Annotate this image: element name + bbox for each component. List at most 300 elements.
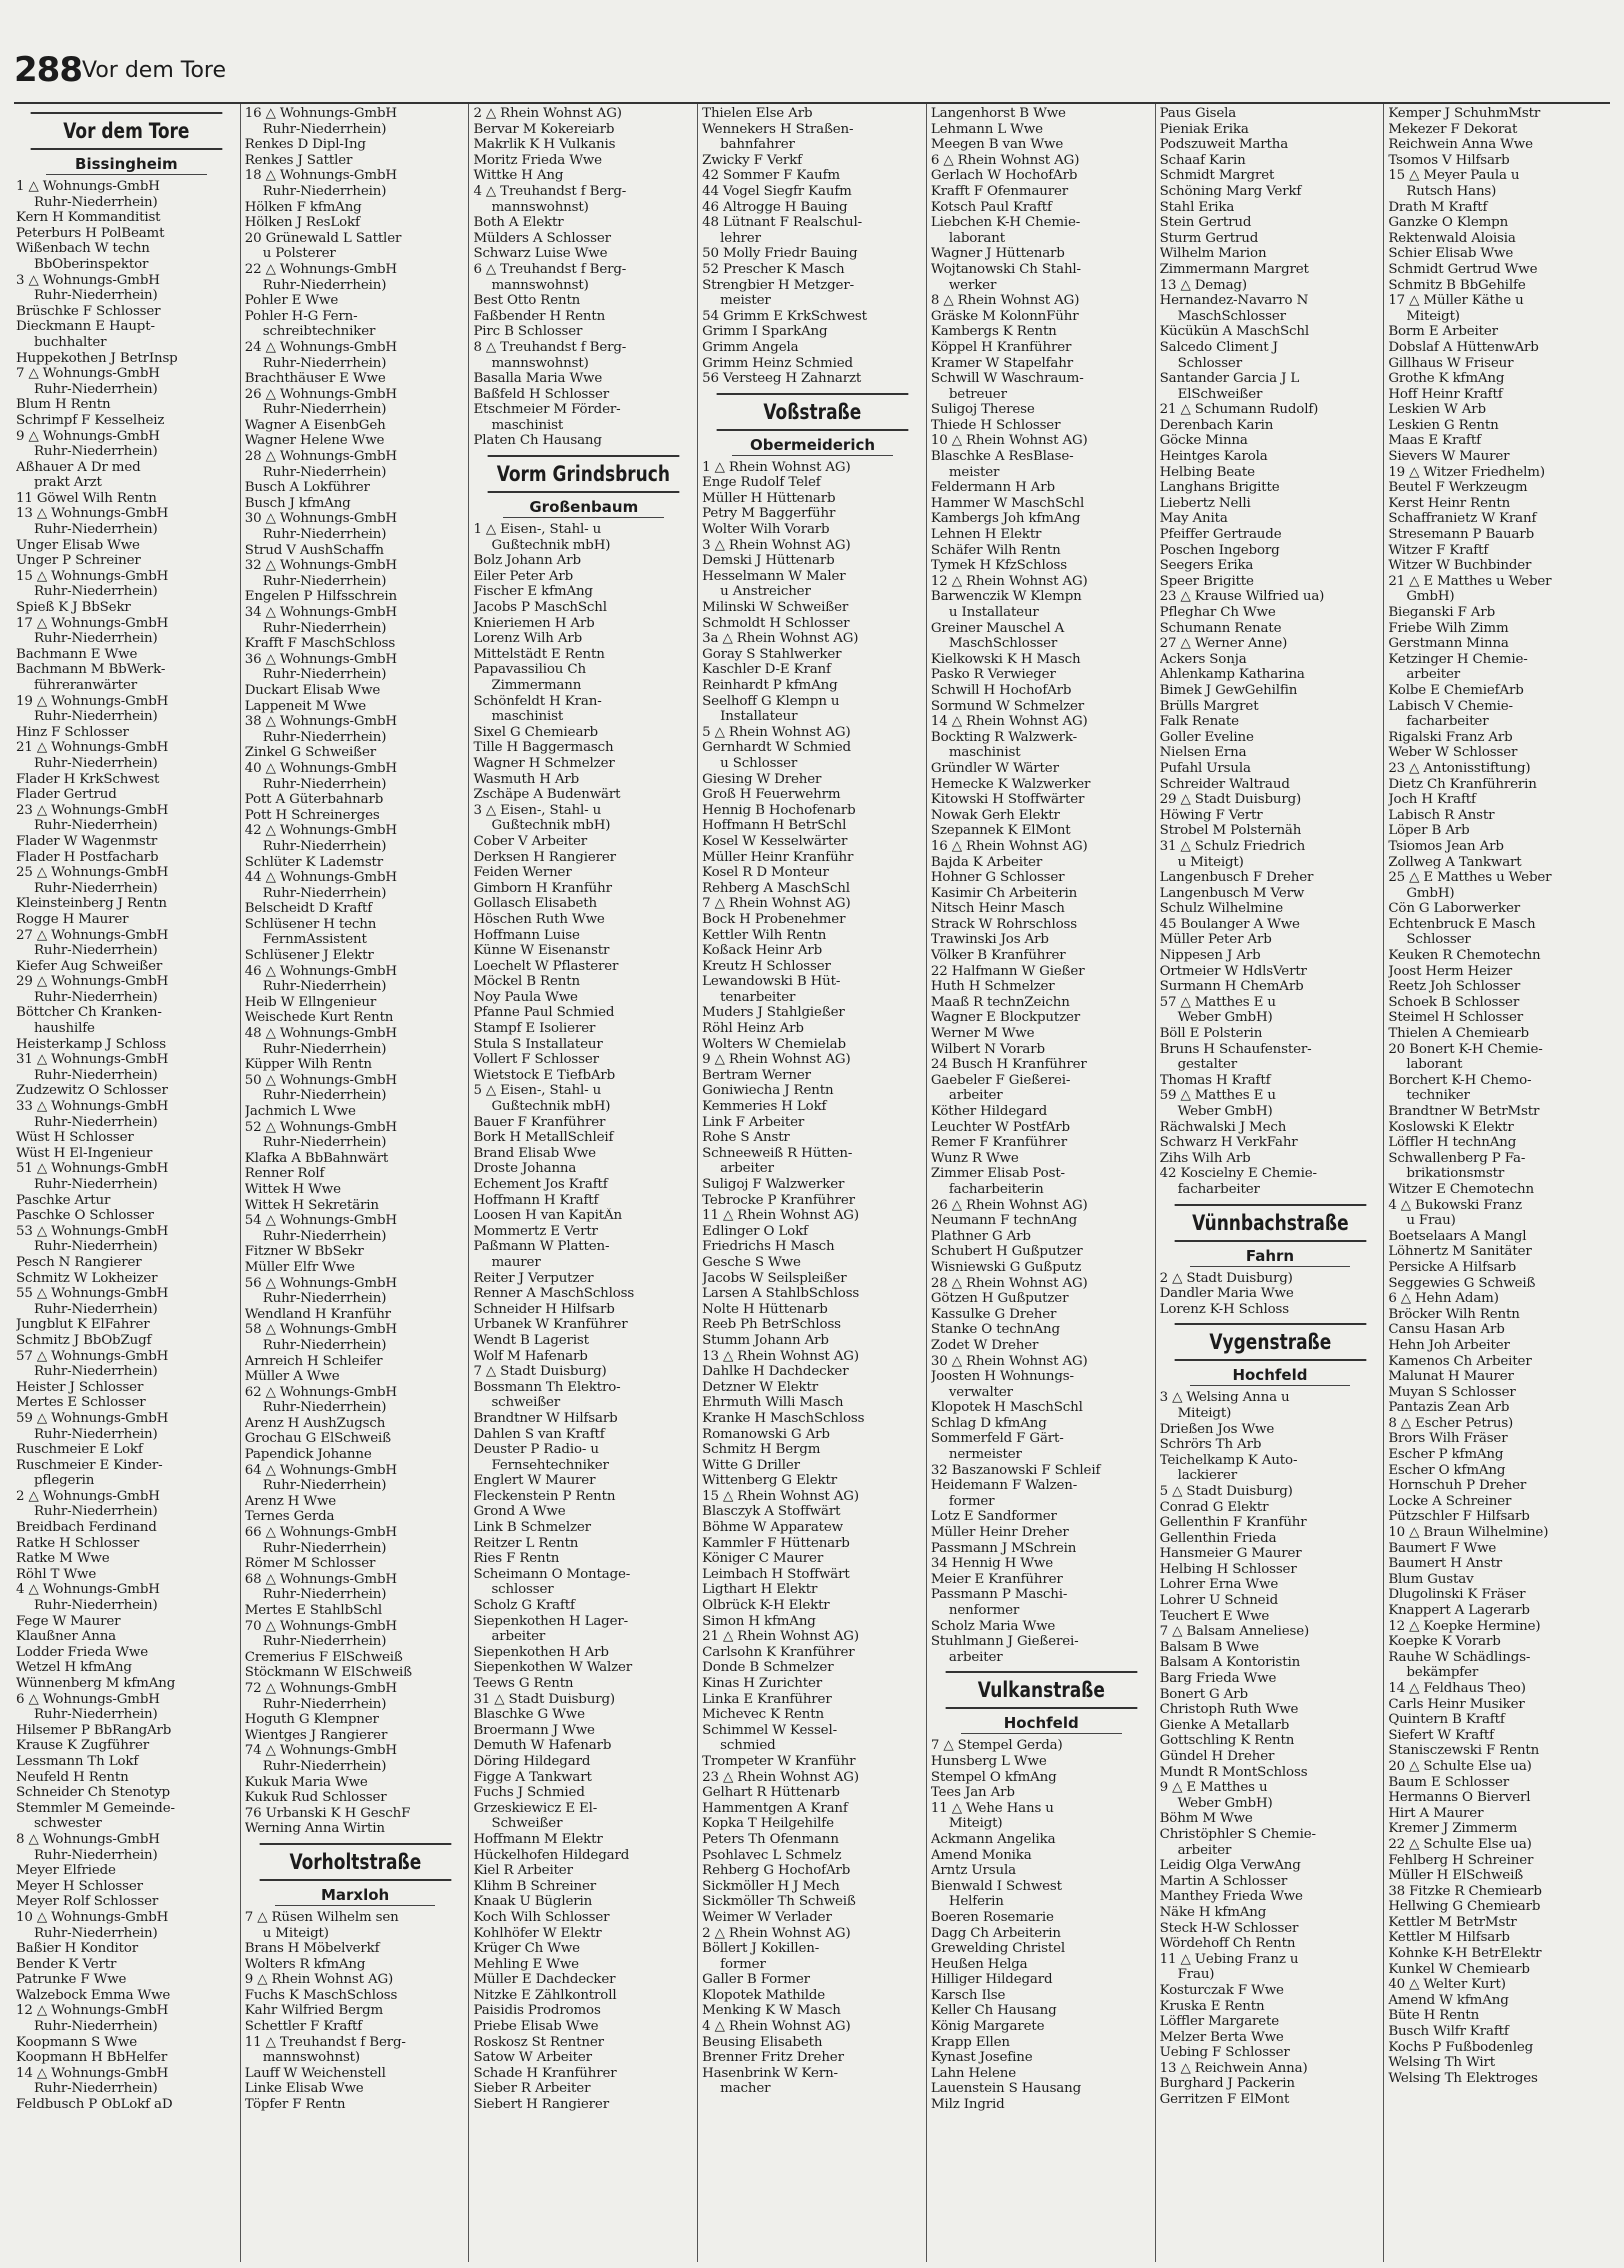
directory-entry: Schmidt Gertrud Wwe <box>1388 261 1538 277</box>
directory-entry: Schimmel W Kessel- <box>702 1722 837 1738</box>
directory-entry: Beusing Elisabeth <box>702 2034 823 2050</box>
directory-entry: Kohnke K-H BetrElektr <box>1388 1946 1542 1962</box>
directory-entry: Goray S Stahlwerker <box>702 646 842 662</box>
directory-entry: Lauenstein S Hausang <box>930 2081 1082 2097</box>
entry-continuation: mannswohnst) <box>491 355 589 371</box>
directory-entry: 32 Baszanowski F Schleif <box>930 1462 1101 1478</box>
directory-entry: Wojtanowski Ch Stahl- <box>930 261 1081 277</box>
directory-entry: Feldermann H Arb <box>930 480 1055 496</box>
entry-continuation: Ruhr-Niederrhein) <box>262 979 387 995</box>
directory-column <box>1383 104 1612 2262</box>
directory-entry: 9 △ E Matthes u <box>1159 1780 1268 1796</box>
directory-entry: Wisniewski G Gußputz <box>930 1259 1082 1275</box>
directory-entry: 25 △ E Matthes u Weber <box>1388 870 1552 886</box>
directory-entry: Kosel R D Monteur <box>702 865 829 881</box>
directory-entry: Romanowski G Arb <box>702 1426 830 1442</box>
directory-entry: Weimer W Verlader <box>702 1909 832 1925</box>
entry-continuation: Frau) <box>1177 1967 1215 1983</box>
directory-entry: Nowak Gerh Elektr <box>930 807 1060 823</box>
directory-entry: Teichelkamp K Auto- <box>1159 1452 1298 1468</box>
directory-entry: Koopmann S Wwe <box>16 2034 138 2050</box>
directory-entry: 48 △ Wohnungs-GmbH <box>244 1026 397 1042</box>
directory-entry: Lodder Frieda Wwe <box>16 1644 148 1660</box>
entry-continuation: Ruhr-Niederrhein) <box>34 1925 158 1941</box>
directory-entry: 21 △ Schumann Rudolf) <box>1159 402 1319 418</box>
directory-entry: Baßier H Konditor <box>16 1941 139 1957</box>
entry-continuation: arbeiter <box>491 1629 546 1645</box>
directory-entry: Krafft F MaschSchloss <box>244 636 396 652</box>
entry-continuation: bekämpfer <box>1406 1665 1479 1681</box>
entry-continuation: Ruhr-Niederrhein) <box>34 1067 158 1083</box>
directory-entry: 53 △ Wohnungs-GmbH <box>16 1223 169 1239</box>
directory-entry: Gündel H Dreher <box>1159 1749 1275 1764</box>
directory-entry: 46 Altrogge H Bauing <box>702 199 848 215</box>
directory-entry: Echement Jos Kraftf <box>473 1177 608 1192</box>
entry-continuation: Ruhr-Niederrhein) <box>34 194 158 210</box>
directory-entry: Bonert G Arb <box>1159 1686 1248 1702</box>
directory-entry: Bender K Vertr <box>16 1956 117 1972</box>
directory-entry: 42 Koscielny E Chemie- <box>1159 1166 1317 1182</box>
directory-entry: Eiler Peter Arb <box>473 568 574 584</box>
directory-entry: Ruschmeier E Lokf <box>16 1442 143 1458</box>
directory-entry: 62 △ Wohnungs-GmbH <box>244 1384 397 1400</box>
directory-entry: Brandtner W BetrMstr <box>1388 1104 1540 1119</box>
directory-entry: Gerstmann Minna <box>1388 636 1509 652</box>
directory-entry: Stampf E Isolierer <box>473 1021 596 1037</box>
directory-entry: 74 △ Wohnungs-GmbH <box>244 1743 397 1759</box>
directory-entry: 20 Bonert K-H Chemie- <box>1388 1041 1543 1057</box>
directory-entry: Siebert H Rangierer <box>473 2097 609 2113</box>
entry-continuation: Ruhr-Niederrhein) <box>34 584 158 600</box>
directory-entry: Wetzel H kfmAng <box>16 1660 132 1676</box>
entry-continuation: Ruhr-Niederrhein) <box>262 1337 387 1353</box>
directory-entry: Ruschmeier E Kinder- <box>16 1457 163 1473</box>
directory-entry: Deuster P Radio- u <box>473 1442 599 1458</box>
directory-entry: Rehberg A MaschSchl <box>702 880 850 896</box>
directory-entry: Rektenwald Aloisia <box>1388 230 1516 246</box>
directory-entry: Reitzer L Rentn <box>473 1535 579 1551</box>
entry-continuation: Ruhr-Niederrhein) <box>262 838 387 854</box>
directory-entry: Maaß R technZeichn <box>930 994 1070 1010</box>
directory-entry: Grothe K kfmAng <box>1388 371 1505 387</box>
directory-entry: Carls Heinr Musiker <box>1388 1696 1525 1712</box>
directory-entry: 31 △ Wohnungs-GmbH <box>16 1052 169 1068</box>
entry-continuation: maschinist <box>491 417 564 433</box>
directory-entry: 30 △ Rhein Wohnst AG) <box>930 1353 1088 1369</box>
directory-entry: Heidemann F Walzen- <box>930 1478 1078 1494</box>
directory-entry: Langenbusch F Dreher <box>1159 870 1314 886</box>
directory-entry: Barg Frieda Wwe <box>1159 1671 1277 1687</box>
directory-entry: Krafft F Ofenmaurer <box>930 183 1069 199</box>
entry-continuation: mannswohnst) <box>491 199 589 215</box>
directory-entry: Schneider Ch Stenotyp <box>16 1785 170 1801</box>
directory-entry: 44 Vogel Siegfr Kaufm <box>702 183 852 199</box>
directory-entry: Malunat H Maurer <box>1388 1369 1514 1385</box>
directory-entry: Rehberg G HochofArb <box>702 1863 851 1879</box>
district-subheading: Marxloh <box>275 1885 436 1906</box>
directory-entry: 16 △ Rhein Wohnst AG) <box>930 838 1088 854</box>
directory-entry: Kücükün A MaschSchl <box>1159 324 1310 340</box>
directory-entry: Hellwing G Chemiearb <box>1388 1899 1541 1915</box>
directory-entry: Koßack Heinr Arb <box>702 943 823 959</box>
directory-entry: Hückelhofen Hildegard <box>473 1847 630 1863</box>
directory-entry: 32 △ Wohnungs-GmbH <box>244 558 397 574</box>
entry-continuation: schweißer <box>491 1395 561 1411</box>
directory-entry: Gründler W Wärter <box>930 760 1059 776</box>
directory-entry: 7 △ Wohnungs-GmbH <box>16 366 160 382</box>
directory-entry: Petry M Baggerführ <box>702 506 836 522</box>
directory-entry: Goniwiecha J Rentn <box>702 1083 834 1099</box>
directory-entry: Lessmann Th Lokf <box>16 1753 139 1769</box>
entry-continuation: MaschSchlosser <box>948 636 1058 652</box>
directory-entry: Schmitz B BbGehilfe <box>1388 277 1526 293</box>
entry-continuation: Ruhr-Niederrhein) <box>34 1364 158 1380</box>
directory-entry: Blaschke G Wwe <box>473 1707 585 1723</box>
entry-continuation: Ruhr-Niederrhein) <box>34 2081 158 2097</box>
directory-entry: Liebertz Nelli <box>1159 495 1251 511</box>
directory-entry: Kahr Wilfried Bergm <box>244 2003 384 2019</box>
directory-entry: Pufahl Ursula <box>1159 760 1251 776</box>
directory-entry: Helbing H Schlosser <box>1159 1561 1297 1577</box>
entry-continuation: u Miteigt) <box>262 1925 329 1941</box>
directory-entry: Kremer J Zimmerm <box>1388 1821 1518 1837</box>
directory-entry: Friebe Wilh Zimm <box>1388 620 1509 636</box>
directory-entry: Huppekothen J BetrInsp <box>16 350 178 366</box>
directory-entry: Walzebock Emma Wwe <box>16 1987 171 2003</box>
directory-entry: Scheimann O Montage- <box>473 1566 631 1582</box>
directory-entry: Römer M Schlosser <box>244 1556 376 1572</box>
directory-entry: Rächwalski J Mech <box>1159 1119 1287 1135</box>
directory-entry: Tsomos V Hilfsarb <box>1388 152 1510 168</box>
directory-entry: Pieniak Erika <box>1159 121 1249 137</box>
directory-entry: Cober V Arbeiter <box>473 833 587 849</box>
directory-entry: Cremerius F ElSchweiß <box>244 1649 403 1665</box>
directory-entry: Tebrocke P Kranführer <box>702 1192 855 1208</box>
directory-entry: Mehling E Wwe <box>473 1956 579 1972</box>
directory-entry: Wendt B Lagerist <box>473 1332 589 1348</box>
directory-entry: Lahn Helene <box>930 2065 1016 2081</box>
directory-entry: Krüger Ch Wwe <box>473 1941 580 1957</box>
directory-entry: Schneeweiß R Hütten- <box>702 1145 853 1161</box>
directory-entry: Kosel W Kesselwärter <box>702 833 848 849</box>
entry-continuation: former <box>948 1493 995 1509</box>
directory-entry: Kielkowski K H Masch <box>930 651 1081 667</box>
directory-entry: 34 Hennig H Wwe <box>930 1556 1053 1572</box>
directory-entry: 9 △ Rhein Wohnst AG) <box>702 1052 851 1068</box>
entry-continuation: brikationsmstr <box>1406 1166 1505 1182</box>
directory-entry: Schwill W Waschraum- <box>930 371 1084 387</box>
directory-entry: Hoguth G Klempner <box>244 1712 379 1728</box>
entry-continuation: schreibtechniker <box>262 324 376 340</box>
directory-entry: Kemmeries H Lokf <box>702 1099 827 1115</box>
directory-entry: Bock H Probenehmer <box>702 911 846 927</box>
directory-entry: Schwarz Luise Wwe <box>473 246 608 262</box>
directory-entry: Balsam A Kontoristin <box>1159 1655 1301 1671</box>
directory-entry: Loechelt W Pflasterer <box>473 958 619 974</box>
directory-entry: Müller Elfr Wwe <box>244 1259 355 1275</box>
directory-entry: Flader W Wagenmstr <box>16 833 158 849</box>
entry-continuation: Ruhr-Niederrhein) <box>34 522 158 538</box>
directory-entry: 28 △ Rhein Wohnst AG) <box>930 1275 1088 1291</box>
directory-entry: 57 △ Wohnungs-GmbH <box>16 1348 169 1364</box>
directory-entry: Hehn Joh Arbeiter <box>1388 1337 1510 1353</box>
directory-entry: Lohrer Erna Wwe <box>1159 1577 1279 1593</box>
entry-continuation: Ruhr-Niederrhein) <box>262 1088 387 1104</box>
directory-entry: Krause K Zugführer <box>16 1738 150 1754</box>
entry-continuation: Ruhr-Niederrhein) <box>34 943 158 959</box>
directory-entry: Boetselaars A Mangl <box>1388 1228 1527 1244</box>
directory-entry: 11 △ Rhein Wohnst AG) <box>702 1208 859 1224</box>
entry-continuation: Ruhr-Niederrhein) <box>262 885 387 901</box>
directory-entry: Künne W Eisenanstr <box>473 943 610 959</box>
directory-entry: Hoff Heinr Kraftf <box>1388 386 1503 402</box>
entry-continuation: maschinist <box>948 745 1021 761</box>
directory-entry: 13 △ Wohnungs-GmbH <box>16 506 169 522</box>
directory-entry: Lorenz K-H Schloss <box>1159 1301 1289 1317</box>
entry-continuation: Ruhr-Niederrhein) <box>262 729 387 745</box>
directory-entry: Zodet W Dreher <box>930 1337 1039 1353</box>
directory-entry: Baßfeld H Schlosser <box>473 386 609 402</box>
directory-entry: 48 Lütnant F Realschul- <box>702 215 863 231</box>
directory-entry: Satow W Arbeiter <box>473 2050 592 2066</box>
directory-entry: Brachthäuser E Wwe <box>244 371 386 387</box>
directory-entry: 23 △ Rhein Wohnst AG) <box>702 1769 859 1785</box>
directory-entry: Stresemann P Bauarb <box>1388 527 1534 543</box>
directory-entry: 38 Fitzke R Chemiearb <box>1388 1883 1542 1899</box>
directory-entry: Scholz G Kraftf <box>473 1598 575 1614</box>
directory-entry: Kiefer Aug Schweißer <box>16 958 163 974</box>
directory-entry: Heib W Ellngenieur <box>244 994 377 1010</box>
directory-entry: Grimm I SparkAng <box>702 324 828 340</box>
directory-entry: 29 △ Stadt Duisburg) <box>1159 792 1302 808</box>
entry-continuation: Ruhr-Niederrhein) <box>34 381 158 397</box>
directory-entry: Schlüsener H techn <box>244 916 377 932</box>
directory-entry: 8 △ Rhein Wohnst AG) <box>930 293 1080 309</box>
directory-entry: Bertram Werner <box>702 1067 811 1083</box>
directory-entry: Wendland H Kranführ <box>244 1306 391 1322</box>
directory-column <box>926 104 1155 2262</box>
directory-entry: Falk Renate <box>1159 714 1239 730</box>
directory-entry: Kambergs Joh kfmAng <box>930 511 1081 527</box>
directory-entry: Ligthart H Elektr <box>702 1582 818 1598</box>
entry-continuation: u Polsterer <box>262 246 336 262</box>
directory-entry: Manthey Frieda Wwe <box>1159 1889 1303 1905</box>
entry-continuation: Ruhr-Niederrhein) <box>262 355 387 371</box>
directory-entry: Lewandowski B Hüt- <box>702 974 841 990</box>
directory-entry: Papavassiliou Ch <box>473 662 586 678</box>
entry-continuation: Ruhr-Niederrhein) <box>34 709 158 725</box>
directory-entry: Stanisczewski F Rentn <box>1388 1743 1540 1759</box>
directory-entry: Wasmuth H Arb <box>473 771 580 787</box>
directory-entry: 50 △ Wohnungs-GmbH <box>244 1072 397 1088</box>
directory-entry: Götzen H Gußputzer <box>930 1291 1069 1307</box>
directory-entry: Schöning Marg Verkf <box>1159 183 1302 199</box>
directory-entry: Fleckenstein P Rentn <box>473 1488 616 1504</box>
directory-entry: 22 △ Schulte Else ua) <box>1388 1836 1532 1852</box>
directory-entry: Ackmann Angelika <box>930 1831 1056 1847</box>
directory-entry: Wolter Wilh Vorarb <box>702 522 830 538</box>
directory-column <box>1155 104 1384 2262</box>
directory-entry: Seggewies G Schweiß <box>1388 1275 1536 1291</box>
directory-entry: Völker B Kranführer <box>930 948 1066 964</box>
entry-continuation: Gußtechnik mbH) <box>491 818 611 834</box>
entry-continuation: Zimmermann <box>491 678 582 693</box>
directory-entry: Roskosz St Rentner <box>473 2034 604 2050</box>
directory-entry: Friedrichs H Masch <box>702 1239 835 1255</box>
directory-entry: Kruska E Rentn <box>1159 1998 1265 2014</box>
directory-entry: Cön G Laborwerker <box>1388 901 1521 917</box>
directory-entry: Gesche S Wwe <box>702 1254 801 1270</box>
directory-entry: Priebe Elisab Wwe <box>473 2019 599 2035</box>
directory-entry: Milinski W Schweißer <box>702 600 849 616</box>
entry-continuation: Ruhr-Niederrhein) <box>262 1540 387 1556</box>
directory-column <box>12 104 240 2262</box>
directory-entry: Pesch N Rangierer <box>16 1254 142 1270</box>
directory-entry: Liebchen K-H Chemie- <box>930 215 1081 231</box>
directory-entry: Müller A Wwe <box>244 1369 340 1385</box>
directory-entry: Köther Hildegard <box>930 1104 1048 1119</box>
directory-entry: 13 △ Reichwein Anna) <box>1159 2060 1308 2076</box>
directory-entry: 4 △ Treuhandst f Berg- <box>473 183 627 199</box>
directory-entry: Möckel B Rentn <box>473 974 580 990</box>
directory-entry: Gernhardt W Schmied <box>702 740 851 756</box>
directory-entry: Bervar M Kokereiarb <box>473 121 615 137</box>
directory-entry: Tymek H KfzSchloss <box>930 558 1067 574</box>
directory-entry: Renkes D Dipl-Ing <box>244 137 366 153</box>
entry-continuation: meister <box>948 464 1000 480</box>
directory-entry: 3 △ Welsing Anna u <box>1159 1390 1290 1406</box>
directory-entry: Christöphler S Chemie- <box>1159 1826 1316 1842</box>
directory-entry: Schmoldt H Schlosser <box>702 615 850 631</box>
directory-entry: Seegers Erika <box>1159 558 1254 574</box>
directory-entry: Arenz H Wwe <box>244 1493 337 1509</box>
directory-entry: Strud V AushSchaffn <box>244 542 384 558</box>
directory-column <box>468 104 697 2262</box>
entry-continuation: GmbH) <box>1406 885 1455 901</box>
directory-entry: Schaaf Karin <box>1159 152 1246 168</box>
directory-entry: Escher O kfmAng <box>1388 1462 1506 1478</box>
directory-entry: Wilhelm Marion <box>1159 246 1267 262</box>
directory-entry: Pfanne Paul Schmied <box>473 1005 615 1021</box>
directory-entry: Kamenos Ch Arbeiter <box>1388 1353 1532 1369</box>
directory-entry: 9 △ Wohnungs-GmbH <box>16 428 160 444</box>
directory-entry: Passmann J MSchrein <box>930 1540 1077 1556</box>
entry-continuation: techniker <box>1406 1088 1470 1104</box>
directory-entry: Paisidis Prodromos <box>473 2003 601 2019</box>
directory-entry: Dieckmann E Haupt- <box>16 319 155 335</box>
directory-entry: Kosturczak F Wwe <box>1159 1982 1284 1998</box>
entry-continuation: Ruhr-Niederrhein) <box>34 1707 158 1723</box>
directory-entry: Teuchert E Wwe <box>1159 1608 1270 1624</box>
directory-entry: Fischer E kfmAng <box>473 584 593 600</box>
directory-entry: Flader H Postfacharb <box>16 849 159 865</box>
directory-entry: Stuhlmann J Gießerei- <box>930 1634 1079 1650</box>
directory-entry: Welsing Th Wirt <box>1388 2055 1495 2071</box>
directory-entry: Muders J Stahlgießer <box>702 1005 845 1021</box>
directory-entry: Schönfeldt H Kran- <box>473 693 602 709</box>
directory-entry: Fuchs K MaschSchloss <box>244 1987 398 2003</box>
directory-entry: 68 △ Wohnungs-GmbH <box>244 1571 397 1587</box>
entry-continuation: Ruhr-Niederrhein) <box>262 1400 387 1416</box>
directory-entry: Thiede H Schlosser <box>930 417 1061 433</box>
directory-entry: Wietstock E TiefbArb <box>473 1067 616 1083</box>
directory-entry: Hemecke K Walzwerker <box>930 776 1091 792</box>
entry-continuation: Ruhr-Niederrhein) <box>262 620 387 636</box>
directory-entry: Bachmann E Wwe <box>16 646 138 662</box>
directory-entry: 44 △ Wohnungs-GmbH <box>244 870 397 886</box>
directory-entry: Joosten H Wohnungs- <box>930 1369 1074 1385</box>
directory-entry: 54 △ Wohnungs-GmbH <box>244 1213 397 1229</box>
directory-entry: Langenhorst B Wwe <box>930 106 1066 121</box>
entry-continuation: Miteigt) <box>1406 308 1460 324</box>
entry-continuation: Miteigt) <box>948 1816 1003 1832</box>
directory-entry: Pohler H-G Fern- <box>244 308 358 324</box>
directory-entry: Meyer H Schlosser <box>16 1878 143 1894</box>
entry-continuation: arbeiter <box>948 1649 1003 1665</box>
directory-entry: Bockting R Walzwerk- <box>930 729 1077 745</box>
entry-continuation: Ruhr-Niederrhein) <box>34 755 158 771</box>
directory-entry: Hinz F Schlosser <box>16 724 129 740</box>
directory-entry: Paßmann W Platten- <box>473 1239 610 1255</box>
district-subheading: Großenbaum <box>503 497 664 518</box>
directory-entry: Schoek B Schlosser <box>1388 994 1520 1010</box>
entry-continuation: u Anstreicher <box>720 584 811 600</box>
directory-entry: Böhme W Apparatew <box>702 1520 843 1536</box>
directory-entry: 23 △ Krause Wilfried ua) <box>1159 589 1325 605</box>
directory-entry: Busch A Lokführer <box>244 480 370 496</box>
district-subheading: Fahrn <box>1190 1246 1351 1267</box>
directory-entry: 34 △ Wohnungs-GmbH <box>244 605 397 620</box>
entry-continuation: u Schlosser <box>720 755 798 771</box>
entry-continuation: Ruhr-Niederrhein) <box>262 1758 387 1774</box>
directory-entry: Bajda K Arbeiter <box>930 854 1043 870</box>
directory-entry: 12 △ Wohnungs-GmbH <box>16 2003 169 2019</box>
directory-entry: Ackers Sonja <box>1159 651 1247 667</box>
directory-entry: Ratke H Schlosser <box>16 1535 140 1551</box>
directory-entry: 12 △ Koepke Hermine) <box>1388 1618 1541 1634</box>
directory-entry: Tees Jan Arb <box>930 1785 1015 1801</box>
directory-entry: Joost Herm Heizer <box>1388 963 1512 979</box>
directory-entry: Rauhe W Schädlings- <box>1388 1649 1531 1665</box>
directory-entry: Hammentgen A Kranf <box>702 1800 848 1816</box>
directory-entry: Paschke Artur <box>16 1192 111 1208</box>
directory-entry: Ternes Gerda <box>244 1509 335 1525</box>
directory-entry: Koch Wilh Schlosser <box>473 1909 610 1925</box>
directory-entry: Maas E Kraftf <box>1388 433 1481 449</box>
page-number: 288 <box>14 50 82 90</box>
entry-continuation: laborant <box>948 230 1005 246</box>
directory-entry: Brand Elisab Wwe <box>473 1145 596 1161</box>
directory-entry: Klafka A BbBahnwärt <box>244 1150 389 1166</box>
directory-entry: Baum E Schlosser <box>1388 1774 1510 1790</box>
directory-entry: 46 △ Wohnungs-GmbH <box>244 963 397 979</box>
entry-continuation: Schlosser <box>1177 355 1242 371</box>
directory-entry: Renner A MaschSchloss <box>473 1286 635 1302</box>
directory-entry: Fehlberg H Schreiner <box>1388 1852 1534 1868</box>
entry-continuation: mannswohnst) <box>262 2050 360 2066</box>
directory-entry: Schmidt Margret <box>1159 168 1275 184</box>
directory-entry: 55 △ Wohnungs-GmbH <box>16 1286 169 1302</box>
directory-entry: Wittek H Sekretärin <box>244 1197 379 1213</box>
directory-entry: Knieriemen H Arb <box>473 615 595 631</box>
directory-entry: Meier E Kranführer <box>930 1571 1063 1587</box>
directory-entry: Dagg Ch Arbeiterin <box>930 1925 1061 1941</box>
directory-entry: Tille H Baggermasch <box>473 740 614 756</box>
directory-entry: Boeren Rosemarie <box>930 1909 1054 1925</box>
directory-entry: Zimmermann Margret <box>1159 261 1309 277</box>
directory-entry: 8 △ Treuhandst f Berg- <box>473 339 627 355</box>
directory-entry: Leimbach H Stoffwärt <box>702 1566 850 1582</box>
